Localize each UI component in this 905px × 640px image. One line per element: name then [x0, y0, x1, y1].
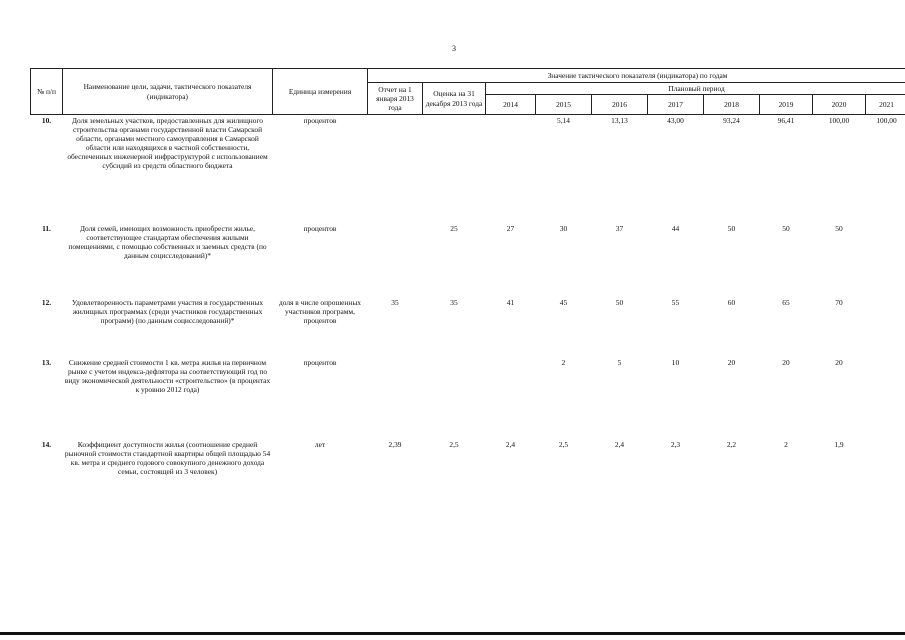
- header-year: 2019: [760, 95, 813, 115]
- row-year-value: 43,00: [667, 116, 684, 126]
- header-planned: Плановый период: [486, 83, 905, 95]
- row-year-value: 20: [835, 357, 843, 367]
- row-report: 35: [391, 297, 399, 307]
- row-year-value: 96,41: [777, 116, 795, 126]
- row-estimate: [423, 115, 486, 223]
- row-year-value: 20: [782, 357, 790, 367]
- header-values-group: Значение тактического показателя (индикатора) по годам: [368, 69, 905, 83]
- row-year-value: [866, 297, 905, 357]
- row-year-value: 2,4: [614, 439, 625, 449]
- row-year-value: 2,3: [670, 439, 681, 449]
- row-year-value: 20: [727, 357, 736, 367]
- row-year-value: 2,2: [726, 439, 737, 449]
- header-year: 2018: [704, 95, 760, 115]
- row-estimate: 25: [450, 223, 458, 233]
- row-year-value: 5,14: [557, 116, 570, 126]
- row-year-value: 55: [671, 297, 680, 307]
- row-estimate: 2,5: [449, 439, 459, 449]
- table-row: [31, 297, 905, 357]
- row-year-value: 27: [506, 223, 515, 233]
- header-year: 2017: [648, 95, 704, 115]
- table-row: [31, 115, 905, 223]
- table-header: [31, 69, 905, 115]
- row-year-value: 1,9: [834, 439, 844, 449]
- row-name: Доля земельных участков, предоставленных для жилищного строительства органами государственной власти Самарской области, органами местного самоуправления в Самарской области или находящихся в частной собственности, обеспеченных инженерной инфраструктурой с использованием субсидий из средств областного бюджета: [67, 116, 268, 171]
- page-bottom-border: [0, 632, 905, 635]
- row-year-value: 2: [561, 357, 566, 367]
- indicators-table: [30, 68, 905, 513]
- row-year-value: 5: [617, 357, 622, 367]
- row-unit: процентов: [303, 116, 337, 126]
- row-num: 11.: [42, 223, 51, 233]
- row-year-value: 50: [727, 223, 736, 233]
- row-report: [368, 357, 423, 439]
- row-year-value: 50: [615, 297, 624, 307]
- row-year-value: [866, 439, 905, 513]
- row-year-value: 37: [615, 223, 624, 233]
- table-row: [31, 357, 905, 439]
- row-num: 14.: [41, 439, 52, 449]
- header-year: 2014: [486, 95, 536, 115]
- row-name: Удовлетворенность параметрами участия в государственных жилищных программах (среди участников государственных программ) (по данным социсследований)*: [71, 297, 264, 325]
- row-year-value: 2: [784, 439, 788, 449]
- row-report: 2,39: [388, 439, 402, 449]
- row-report: [368, 223, 423, 297]
- row-year-value: 2,4: [505, 439, 516, 449]
- row-year-value: 93,24: [723, 116, 740, 126]
- row-unit: лет: [314, 439, 326, 449]
- header-estimate: Оценка на 31 декабря 2013 года: [423, 83, 486, 115]
- table-row: [31, 223, 905, 297]
- header-year: 2021: [866, 95, 905, 115]
- header-num: № п/п: [31, 69, 63, 115]
- row-year-value: 65: [782, 297, 790, 307]
- header-year: 2016: [592, 95, 648, 115]
- header-year: 2020: [813, 95, 866, 115]
- row-num: 10.: [41, 116, 52, 126]
- row-year-value: [866, 357, 905, 439]
- row-report: [368, 115, 423, 223]
- page-number: 3: [452, 44, 456, 53]
- row-year-value: 2,5: [558, 439, 569, 449]
- row-unit: процентов: [303, 357, 337, 367]
- row-year-value: 45: [559, 297, 568, 307]
- row-year-value: 13,13: [611, 116, 628, 126]
- row-estimate: 35: [450, 297, 458, 307]
- header-unit: Единица измерения: [273, 69, 368, 115]
- table-body: [31, 115, 905, 513]
- row-year-value: 70: [835, 297, 843, 307]
- row-year-value: 30: [559, 223, 568, 233]
- row-year-value: [486, 357, 536, 439]
- row-name: Снижение средней стоимости 1 кв. метра жилья на первичном рынке с учетом индекса-дефлятора на соответствующий год по виду экономической деятельности «строительство» (в процентах к уровню 2012 года): [64, 357, 271, 394]
- row-name: Коэффициент доступности жилья (соотношение средней рыночной стоимости стандартной квартиры общей площадью 54 кв. метра и среднего годового совокупного денежного дохода семьи, состоящей из 3 человек): [64, 439, 271, 476]
- row-name: Доля семей, имеющих возможность приобрести жилье, соответствующее стандартам обеспечения жилыми помещениями, с помощью собственных и заемных средств (по данным социсследований)*: [68, 223, 267, 260]
- header-name: Наименование цели, задачи, тактического показателя (индикатора): [63, 69, 273, 115]
- row-year-value: 10: [671, 357, 680, 367]
- row-year-value: [866, 223, 905, 297]
- row-year-value: 41: [506, 297, 515, 307]
- row-year-value: 44: [671, 223, 680, 233]
- row-estimate: [423, 357, 486, 439]
- row-unit: доля в числе опрошенных участников программ, процентов: [279, 297, 361, 325]
- row-num: 12.: [41, 297, 52, 307]
- row-year-value: 100,00: [876, 116, 897, 126]
- header-year: 2015: [536, 95, 592, 115]
- row-year-value: 50: [835, 223, 843, 233]
- row-year-value: 60: [727, 297, 736, 307]
- table-row: [31, 439, 905, 513]
- row-year-value: 100,00: [828, 116, 850, 126]
- row-unit: процентов: [303, 223, 337, 233]
- row-num: 13.: [41, 357, 52, 367]
- row-year-value: 50: [782, 223, 790, 233]
- row-year-value: [486, 115, 536, 223]
- header-report: Отчет на 1 января 2013 года: [368, 83, 423, 115]
